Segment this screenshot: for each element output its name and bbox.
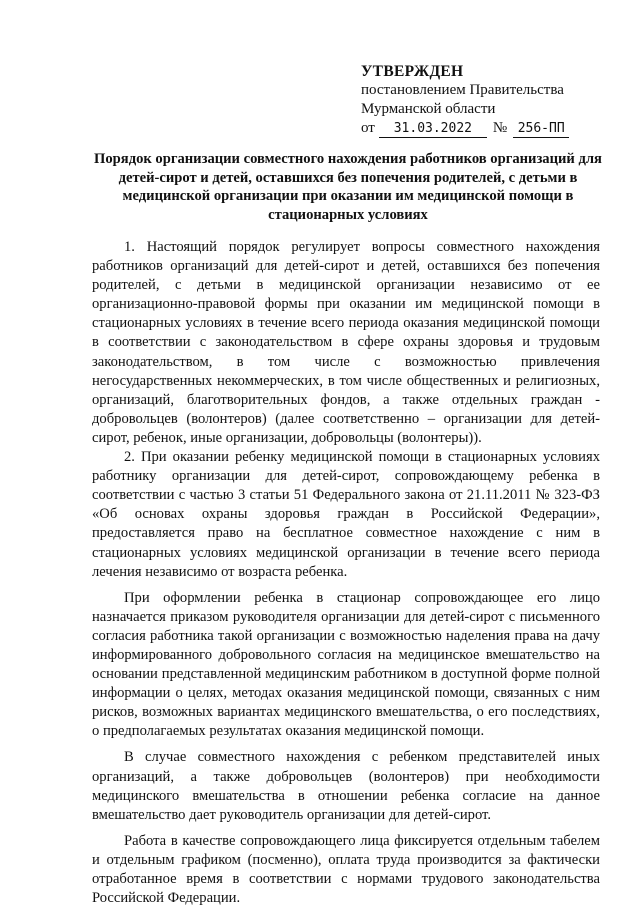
date-prefix: от <box>361 120 375 136</box>
approval-stamp <box>361 62 621 138</box>
paragraph-1: 1. Настоящий порядок регулирует вопросы совместного нахождения работников организаций для детей-сирот и детей, оставшихся без попечения родителей, с детьми в медицинской организации независимо от ее организационно-правовой формы при оказании им медицинской помощи в стационарных условиях в течение всего периода оказания медицинской помощи в соответствии с законодательством в сфере охраны здоровья и трудовым законодательством, в том числе с возможностью привлечения негосударственных некоммерческих, в том числе общественных и религиозных, организаций, благотворительных фондов, а также отдельных граждан - добровольцев (волонтеров) (далее соответственно – организации для детей-сирот, ребенок, иные организации, добровольцы (волонтеры)). <box>92 239 600 446</box>
paragraph-2: 2. При оказании ребенку медицинской помощи в стационарных условиях работнику организации для детей-сирот, сопровождающему ребенка в соответствии с частью 3 статьи 51 Федерального закона от 21.11.2011 № 323-ФЗ «Об основах охраны здоровья граждан в Российской Федерации», предоставляется право на бесплатное совместное нахождение с ним в стационарных условиях медицинской организации в течение всего периода лечения независимо от возраста ребенка. <box>92 449 600 580</box>
approval-date: 31.03.2022 <box>379 121 487 138</box>
approval-number: 256-ПП <box>513 121 569 138</box>
approval-title: УТВЕРЖДЕН <box>361 63 464 80</box>
approval-line-1: постановлением Правительства <box>361 82 564 98</box>
document-heading: Порядок организации совместного нахождения работников организаций для детей-сирот и детей, оставшихся без попечения родителей, с детьми в медицинской организации при оказании им медицинской помощи в стационарных условиях <box>94 151 602 223</box>
approval-date-line <box>361 119 621 138</box>
paragraph-4: В случае совместного нахождения с ребенком представителей иных организаций, а также добровольцев (волонтеров) при необходимости медицинского вмешательства в отношении ребенка согласие на данное вмешательство дает руководитель организации для детей-сирот. <box>92 749 600 823</box>
paragraph-5: Работа в качестве сопровождающего лица фиксируется отдельным табелем и отдельным графиком (посменно), оплата труда производится за фактически отработанное время в соответствии с нормами трудового законодательства Российской Федерации. <box>92 832 600 907</box>
paragraph-3: При оформлении ребенка в стационар сопровождающее его лицо назначается приказом руководителя организации для детей-сирот с письменного согласия работника такой организации с возможностью наделения права на дачу информированного добровольного согласия на медицинское вмешательство на основании представленной медицинским работником в доступной форме полной информации о целях, методах оказания медицинской помощи, связанных с ним рисков, возможных вариантах медицинского вмешательства, о его последствиях, о предполагаемых результатах оказания медицинской помощи. <box>92 589 600 740</box>
approval-line-2: Мурманской области <box>361 101 496 117</box>
number-sign: № <box>492 120 508 136</box>
document-body <box>92 238 600 908</box>
